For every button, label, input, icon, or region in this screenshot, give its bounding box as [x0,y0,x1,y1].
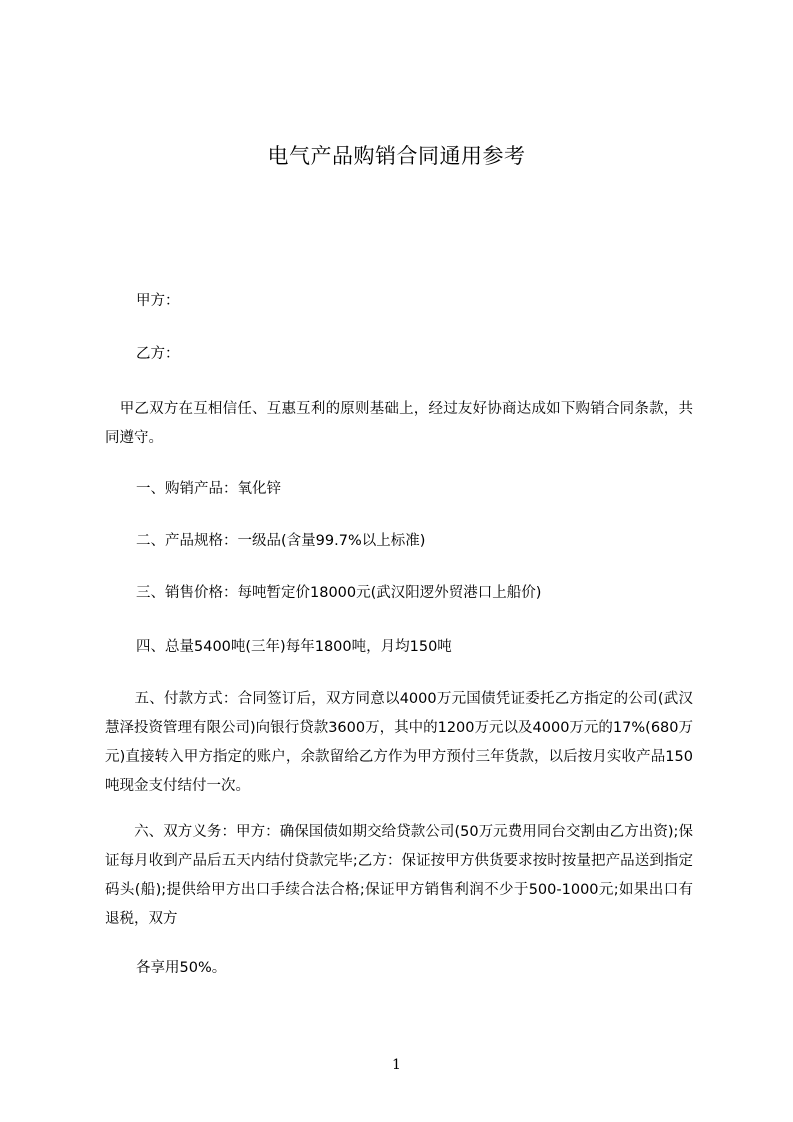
clause-obligations: 六、双方义务：甲方：确保国债如期交给贷款公司(50万元费用同台交割由乙方出资);保证每月收到产品后五天内结付贷款完毕;乙方：保证按甲方供货要求按时按量把产品送到指定码头(船);提供给甲方出口手续合法合格;保证甲方销售利润不少于500-1000元;如果出口有退税，双方 [105,824,693,927]
party-b-line: 乙方： [136,346,180,362]
party-a-line: 甲方： [136,293,180,309]
clause-price: 三、销售价格：每吨暂定价18000元(武汉阳逻外贸港口上船价) [136,585,542,601]
clause-product: 一、购销产品：氧化锌 [136,481,281,497]
clause-quantity: 四、总量5400吨(三年)每年1800吨，月均150吨 [136,639,452,655]
page-number: 1 [392,1057,401,1073]
intro-paragraph: 甲乙双方在互相信任、互惠互利的原则基础上，经过友好协商达成如下购销合同条款，共同遵守。 [105,401,693,446]
clause-payment: 五、付款方式：合同签订后，双方同意以4000万元国债凭证委托乙方指定的公司(武汉慧泽投资管理有限公司)向银行贷款3600万，其中的1200万元以及4000万元的17%(680万元)直接转入甲方指定的账户，余款留给乙方作为甲方预付三年货款，以后按月实收产品150吨现金支付结付一次。 [105,691,693,794]
clause-obligations-continued: 各享用50%。 [136,960,227,976]
clause-specification: 二、产品规格：一级品(含量99.7%以上标准) [136,533,426,549]
document-title: 电气产品购销合同通用参考 [267,144,526,168]
